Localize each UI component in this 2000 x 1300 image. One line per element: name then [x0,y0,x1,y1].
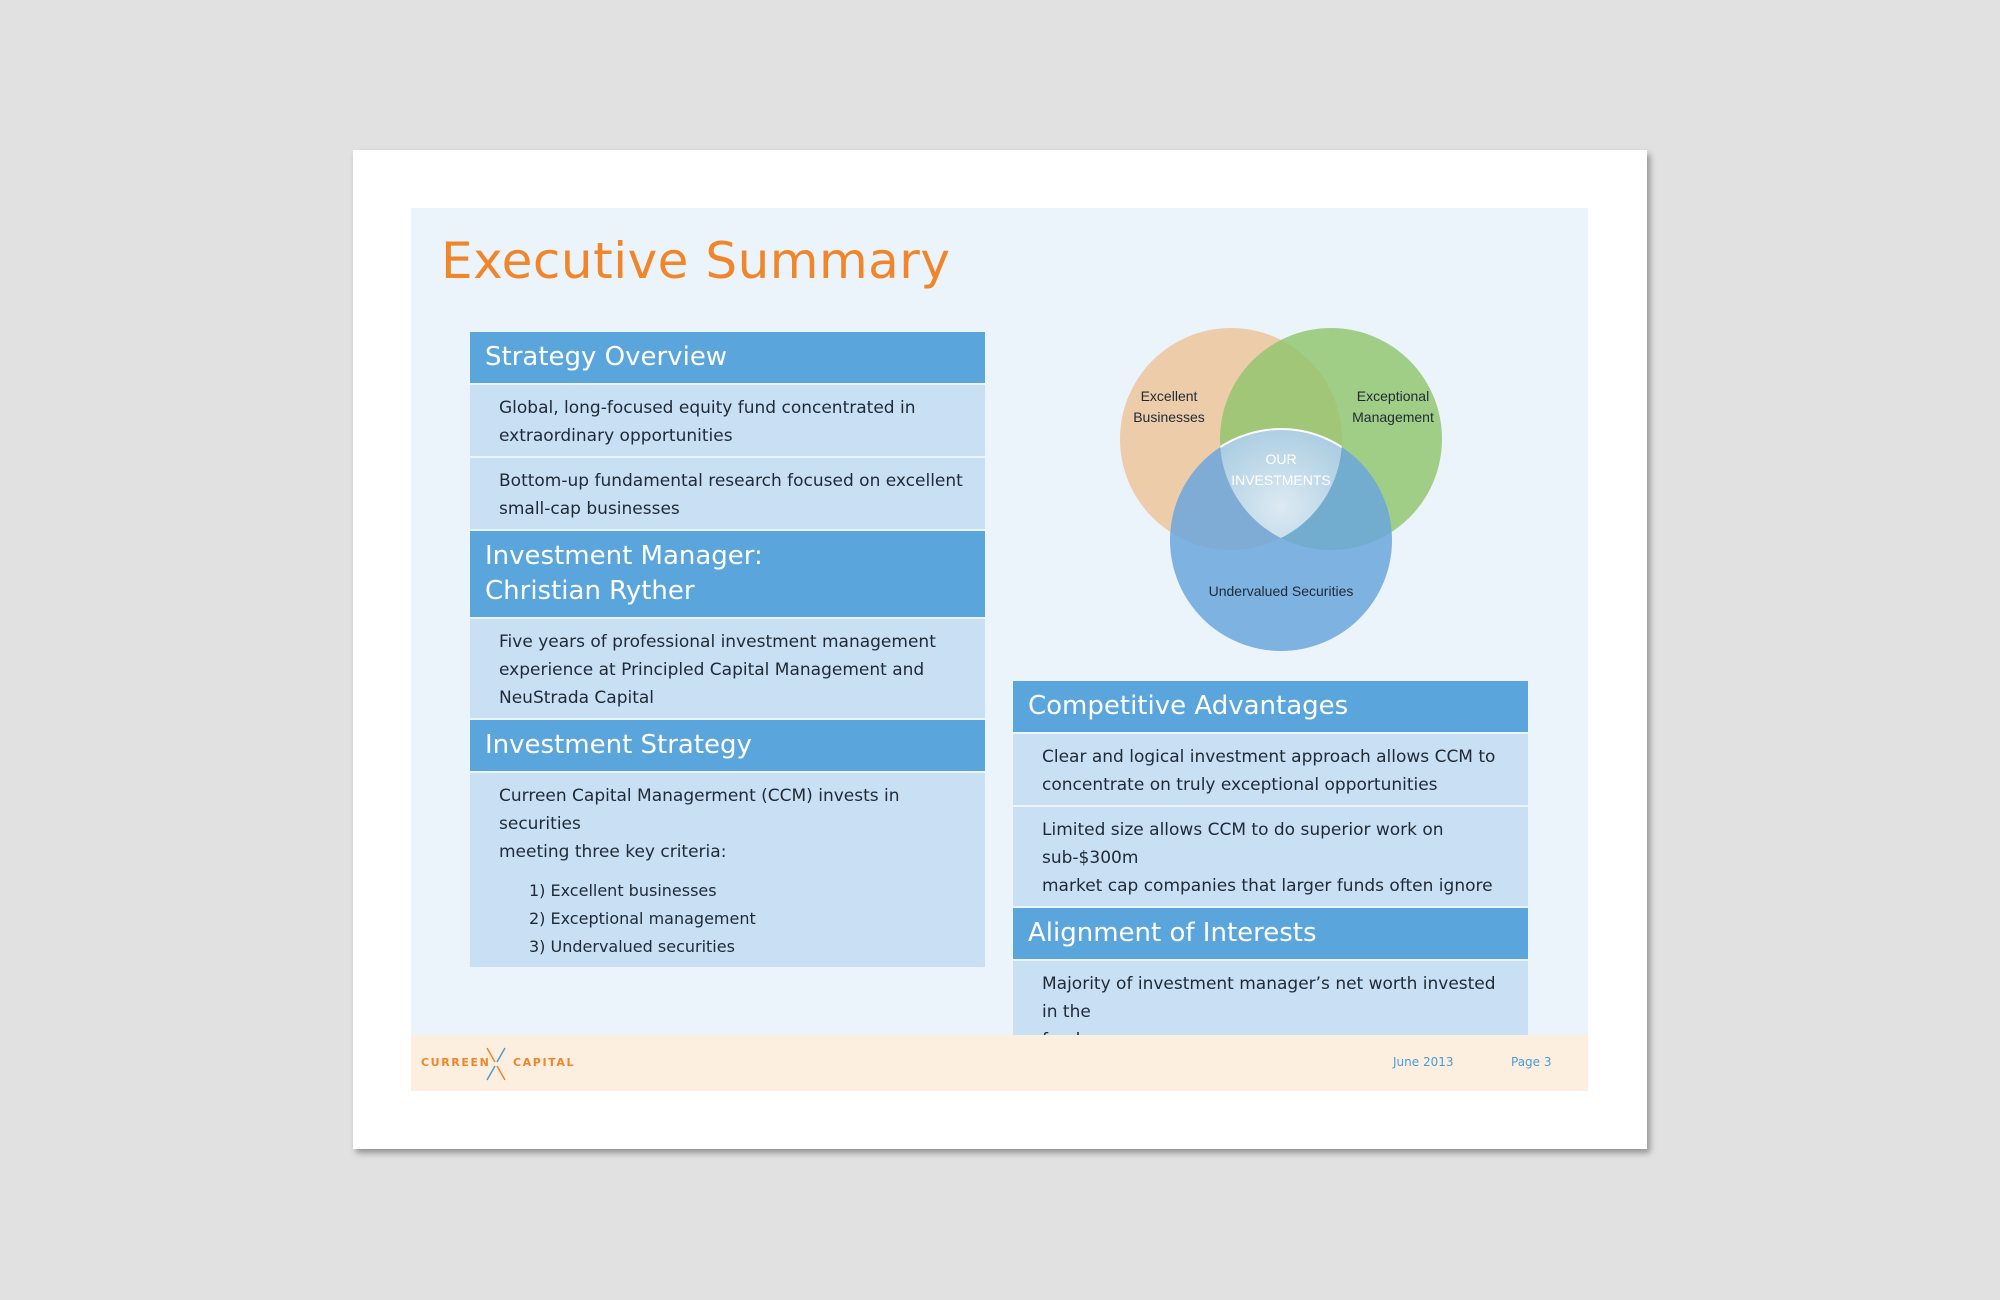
text-line: Bottom-up fundamental research focused on excellent [499,471,963,491]
header-line: Christian Ryther [485,576,695,606]
investment-strategy-header: Investment Strategy [470,720,985,771]
venn-label-management-2: Management [1352,409,1434,425]
text-line: NeuStrada Capital [499,688,655,708]
text-line: Five years of professional investment management [499,632,936,652]
left-panel [470,332,985,969]
text-line: Clear and logical investment approach allows CCM to [1042,747,1496,767]
logo-text-capital: CAPITAL [513,1056,576,1069]
text-line: Curreen Capital Managerment (CCM) invests in securities [499,786,900,834]
text-line: market cap companies that larger funds often ignore [1042,876,1493,896]
criteria-item: 1) Excellent businesses [529,881,717,900]
investment-manager-header [470,531,985,617]
venn-label-center-1: OUR [1265,451,1297,467]
competitive-advantages-item [1013,734,1528,805]
text-line: concentrate on truly exceptional opportunities [1042,775,1438,795]
text-line: small-cap businesses [499,499,680,519]
text-line: Limited size allows CCM to do superior work on sub-$300m [1042,820,1444,868]
right-panel [1013,681,1528,1062]
criteria-list [470,872,985,967]
venn-label-center-2: INVESTMENTS [1231,472,1331,488]
text-line: meeting three key criteria: [499,842,727,862]
text-line: Global, long-focused equity fund concentrated in [499,398,916,418]
competitive-advantages-item [1013,807,1528,906]
strategy-overview-item [470,385,985,456]
venn-label-businesses-1: Excellent [1140,388,1198,404]
slide-footer [411,1035,1588,1091]
text-line: experience at Principled Capital Management and [499,660,925,680]
alignment-header: Alignment of Interests [1013,908,1528,959]
venn-label-securities: Undervalued Securities [1208,583,1354,599]
investment-strategy-item [470,773,985,872]
venn-label-businesses-2: Businesses [1133,409,1205,425]
criteria-item: 3) Undervalued securities [529,937,735,956]
slide-title: Executive Summary [441,232,951,290]
investment-manager-item [470,619,985,718]
header-line: Investment Manager: [485,541,763,571]
strategy-overview-header: Strategy Overview [470,332,985,383]
logo-star-icon [481,1046,511,1082]
footer-page-number: Page 3 [1511,1055,1552,1069]
slide [411,208,1588,1091]
venn-label-management-1: Exceptional [1356,388,1430,404]
document-page [353,150,1647,1149]
logo-text-curreen: CURREEN [421,1056,491,1069]
strategy-overview-item [470,458,985,529]
curreen-capital-logo [421,1046,576,1082]
text-line: Majority of investment manager’s net worth invested in the [1042,974,1496,1022]
venn-diagram [1116,328,1446,658]
text-line: extraordinary opportunities [499,426,733,446]
criteria-item: 2) Exceptional management [529,909,756,928]
competitive-advantages-header: Competitive Advantages [1013,681,1528,732]
footer-date: June 2013 [1393,1055,1454,1069]
